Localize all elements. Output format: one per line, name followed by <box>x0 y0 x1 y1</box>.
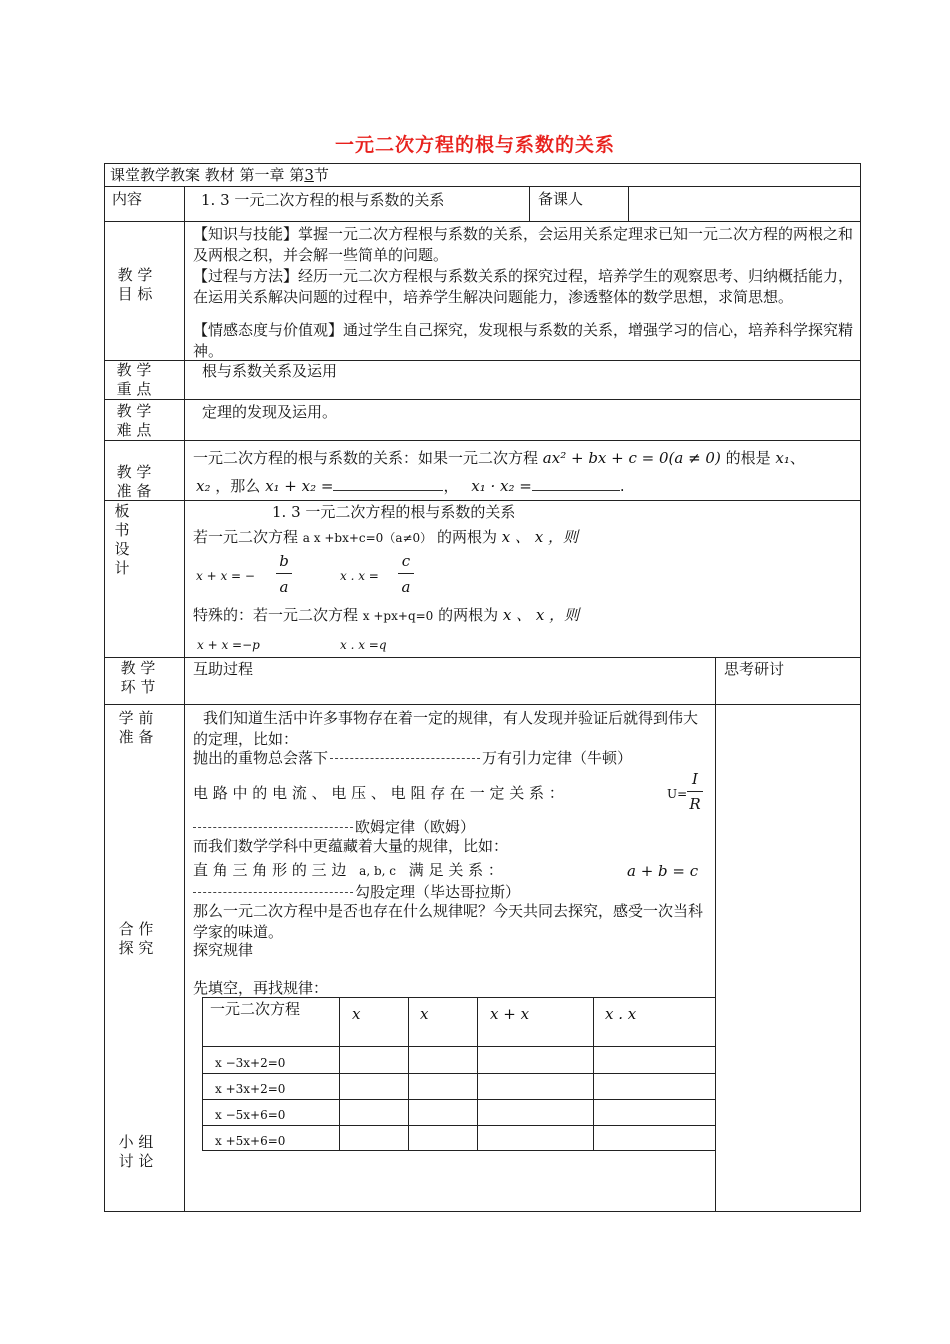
page-title: 一元二次方程的根与系数的关系 <box>334 134 615 156</box>
prepare-label-line: 准 备 <box>116 482 152 500</box>
sum-blank[interactable] <box>333 478 443 491</box>
fraction-bar <box>687 791 703 792</box>
prepare-line-1 <box>193 449 805 467</box>
pythagoras-line <box>193 883 520 901</box>
table-row-equation: x +3x+2=0 <box>215 1082 286 1096</box>
row-divider <box>104 704 861 705</box>
key-points-label <box>99 361 169 399</box>
table-row-divider <box>202 1046 716 1047</box>
pre-class-label-line: 学 前 <box>118 709 154 727</box>
table-col-divider <box>477 997 478 1151</box>
process-label-line: 教 学 <box>120 659 156 677</box>
goals-knowledge: 【知识与技能】掌握一元二次方程根与系数的关系，会运用关系定理求已知一元二次方程的两根之和及两根之积，并会解一些简单的问题。 <box>193 225 854 264</box>
root-x1: x₁ <box>775 449 790 467</box>
table-row-divider <box>202 1125 716 1126</box>
board-sum-den: a <box>279 578 289 596</box>
dashed-leader <box>193 827 353 828</box>
column-divider <box>184 186 185 1212</box>
exploration-table <box>202 997 716 1151</box>
process-label <box>103 659 173 697</box>
board-prod-lhs: x . x = <box>340 569 379 583</box>
math-law-intro: 而我们数学学科中更蕴藏着大量的规律，比如： <box>193 837 509 855</box>
row-divider <box>104 500 861 501</box>
question-paragraph: 那么一元二次方程中是否也存在什么规律呢？今天共同去探究，感受一次当科学家的味道。 <box>193 902 704 941</box>
table-row-equation: x −5x+6=0 <box>215 1108 286 1122</box>
row-divider <box>104 657 861 658</box>
prepare-label-line: 教 学 <box>116 463 152 481</box>
board-roots: x 、 x ，则 <box>502 606 580 624</box>
board-text: 若一元二次方程 <box>193 528 299 546</box>
board-roots: x 、 x ，则 <box>501 528 578 546</box>
difficult-label <box>99 402 169 440</box>
group-discussion-label-line: 讨 论 <box>118 1152 154 1170</box>
pre-class-label-line: 准 备 <box>118 728 154 746</box>
ohm-num: I <box>692 770 698 788</box>
fraction-bar <box>398 573 414 574</box>
board-prod-num: c <box>401 552 411 570</box>
dashed-leader <box>193 892 353 893</box>
prepare-text: 一元二次方程的根与系数的关系：如果一元二次方程 <box>193 449 539 467</box>
ohm-law: 欧姆定律（欧姆） <box>355 818 476 836</box>
difficult-label-line: 教 学 <box>116 402 152 420</box>
process-right-header: 思考研讨 <box>724 660 785 678</box>
board-sum-num: b <box>279 552 289 570</box>
board-label-char: 计 <box>114 559 130 577</box>
table-row-equation: x +5x+6=0 <box>215 1134 286 1148</box>
group-discussion-label <box>101 1133 171 1171</box>
board-label-char: 板 <box>114 502 130 520</box>
header-row <box>110 166 329 184</box>
board-line-3 <box>193 606 579 625</box>
table-header-equation: 一元二次方程 <box>210 1000 301 1018</box>
board-label-char: 书 <box>114 521 130 539</box>
prepare-then: ，那么 <box>215 477 261 495</box>
board-equation: a x +bx+c=0（a≠0） <box>302 531 433 545</box>
column-divider <box>628 186 629 221</box>
content-label: 内容 <box>112 190 143 208</box>
pythagoras-equation: a + b = c <box>627 862 699 880</box>
table-col-divider <box>408 997 409 1151</box>
goals-process: 【过程与方法】经历一元二次方程根与系数关系的探究过程，培养学生的观察思考、归纳概括能力，在运用关系解决问题的过程中，培养学生解决问题能力，渗透整体的数学思想，求简思想。 <box>193 267 854 306</box>
gravity-law: 万有引力定律（牛顿） <box>482 749 633 767</box>
group-discussion-label-line: 小 组 <box>118 1133 154 1151</box>
triangle-text: 直 角 三 角 形 的 三 边 <box>193 861 347 879</box>
table-row-divider <box>202 1073 716 1074</box>
header-text: 课堂教学教案 教材 第一章 第 <box>110 166 305 184</box>
intro-paragraph: 我们知道生活中许多事物存在着一定的规律，有人发现并验证后就得到伟大的定理，比如： <box>193 709 699 748</box>
table-col-divider <box>339 997 340 1151</box>
row-divider <box>104 221 861 222</box>
fill-instruction: 先填空，再找规律： <box>193 979 329 997</box>
ohm-u: U= <box>667 787 688 801</box>
key-points-label-line: 重 点 <box>116 380 152 398</box>
board-label <box>110 502 134 578</box>
board-heading: 1. 3 一元二次方程的根与系数的关系 <box>272 503 516 521</box>
cooperation-label-line: 探 究 <box>118 939 154 957</box>
table-header-product: x . x <box>605 1005 637 1023</box>
product-blank[interactable] <box>532 478 620 491</box>
key-points-value: 根与系数关系及运用 <box>202 362 338 380</box>
difficult-value: 定理的发现及运用。 <box>202 403 338 421</box>
goals-attitude: 【情感态度与价值观】通过学生自己探究，发现根与系数的关系，增强学习的信心，培养科学探究精神。 <box>193 321 854 360</box>
cooperation-label-line: 合 作 <box>118 920 154 938</box>
board-text: 的两根为 <box>438 606 499 624</box>
difficult-label-line: 难 点 <box>116 421 152 439</box>
dashed-leader <box>330 758 480 759</box>
pythagoras-law: 勾股定理（毕达哥拉斯） <box>355 883 521 901</box>
board-sum-lhs: x + x = − <box>196 569 255 583</box>
prepare-line-2: x₂ ，那么 x₁ + x₂ = ， x₁ · x₂ = . <box>196 477 625 495</box>
key-points-label-line: 教 学 <box>116 361 152 379</box>
board-line-1 <box>193 528 578 547</box>
board-text: 特殊的：若一元二次方程 <box>193 606 359 624</box>
board-special-sum: x + x =−p <box>197 638 260 652</box>
triangle-line <box>193 861 503 880</box>
board-prod-den: a <box>401 578 411 596</box>
circuit-line: 电 路 中 的 电 流 、 电 压 、 电 阻 存 在 一 定 关 系 ： <box>193 784 564 802</box>
product-of-roots: x₁ · x₂ = <box>471 477 532 495</box>
ohm-line <box>193 818 475 836</box>
table-col-divider <box>593 997 594 1151</box>
fraction-bar <box>276 573 292 574</box>
row-divider <box>104 399 861 400</box>
table-header-x2: x <box>420 1005 429 1023</box>
prepare-label <box>99 463 169 501</box>
process-middle-header: 互助过程 <box>193 660 254 678</box>
root-x2: x₂ <box>196 477 211 495</box>
gravity-line <box>193 749 632 767</box>
table-row-divider <box>202 1099 716 1100</box>
table-row-equation: x −3x+2=0 <box>215 1056 286 1070</box>
explore-heading: 探究规律 <box>193 941 254 959</box>
content-value: 1. 3 一元二次方程的根与系数的关系 <box>201 191 445 209</box>
goals-label <box>100 266 170 304</box>
column-divider <box>529 186 530 221</box>
sum-of-roots: x₁ + x₂ = <box>265 477 334 495</box>
section-number: 3 <box>304 166 314 184</box>
cooperation-label <box>101 920 171 958</box>
triangle-relation: 满 足 关 系 ： <box>408 861 503 879</box>
row-divider <box>104 186 861 187</box>
table-header-x1: x <box>352 1005 361 1023</box>
pre-class-label <box>101 709 171 747</box>
board-special-product: x . x =q <box>340 638 387 652</box>
prepare-text-after: 的根是 <box>725 449 771 467</box>
goals-label-line: 教 学 <box>117 266 153 284</box>
prep-person-label: 备课人 <box>538 190 584 208</box>
board-special-equation: x +px+q=0 <box>362 609 434 623</box>
gravity-text: 抛出的重物总会落下 <box>193 749 329 767</box>
ohm-den: R <box>689 795 701 813</box>
board-label-char: 设 <box>114 540 130 558</box>
quadratic-equation: ax² + bx + c = 0(a ≠ 0) <box>542 449 721 467</box>
row-divider <box>104 440 861 441</box>
separator: 、 <box>789 449 805 467</box>
goals-label-line: 目 标 <box>117 285 153 303</box>
process-label-line: 环 节 <box>120 678 156 696</box>
table-header-sum: x + x <box>490 1005 530 1023</box>
header-text-end: 节 <box>313 166 329 184</box>
board-text: 的两根为 <box>436 528 497 546</box>
triangle-sides: a, b, c <box>359 864 396 878</box>
